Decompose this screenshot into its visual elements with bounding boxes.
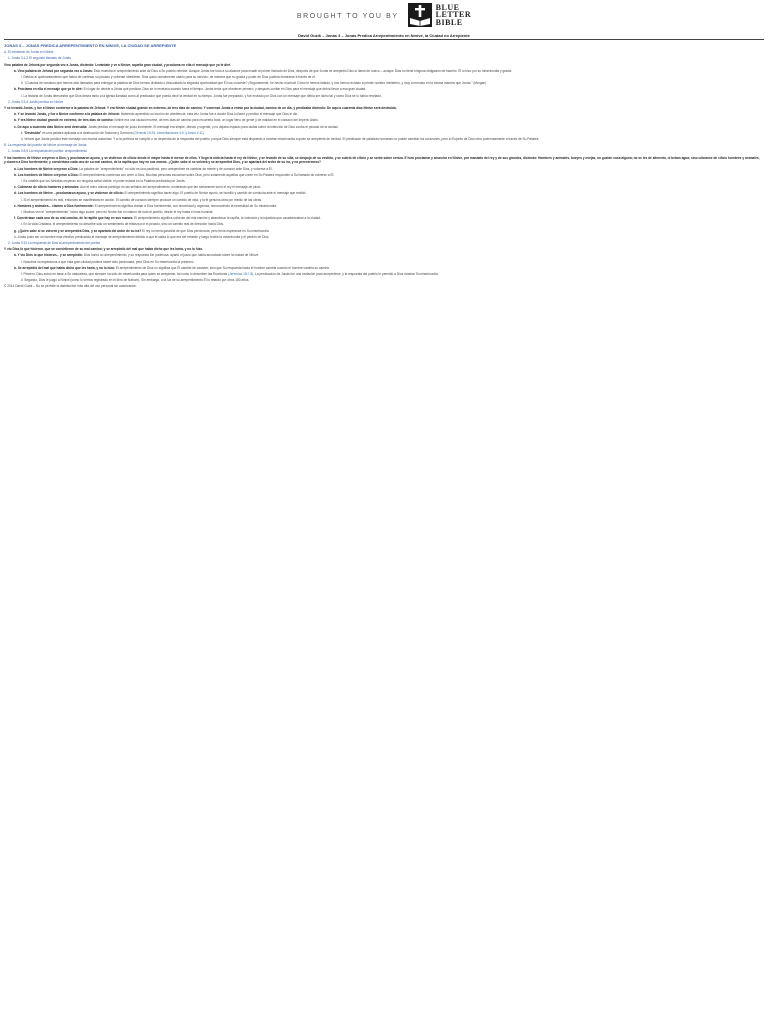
subpoint-label: i. "Destruida" xyxy=(21,130,42,135)
commentary-point xyxy=(4,229,762,234)
open-book-cross-icon xyxy=(407,2,433,28)
commentary-subpoint: i. Muchos ven el "arrepentimiento" como algo suave, pero en Nínive fue un clamor de todo el pueblo, desde el rey hasta el más humilde. xyxy=(21,209,214,214)
scripture-verse: Vino palabra de Jehová por segunda vez a Jonás, diciendo: Levántate y ve a Nínive, aquella gran ciudad, y proclama en ella el mensaje que yo te diré. xyxy=(4,62,232,67)
point-text: El arrepentimiento significa hacer algo. El pueblo de Nínive ayunó, se humilló y cambió de conducta ante el mensaje que recibió. xyxy=(124,191,307,196)
point-label: g. ¿Quién sabe si se volverá y se arrepentirá Dios, y se apartará del ardor de su ira? xyxy=(14,228,142,233)
commentary-subpoint xyxy=(4,131,762,136)
point-label: c. Cúbranse de cilicio hombres y animales: xyxy=(14,185,80,190)
commentary-point xyxy=(4,204,762,209)
commentary-point xyxy=(4,112,762,117)
commentary-point xyxy=(4,216,762,221)
logo-line-blue: BLUE xyxy=(435,2,460,12)
point-text: Nínive era una ciudad enorme, de tres días de camino para recorrerla toda; un lugar lleno de gente y de maldad en el corazón del Imperio Asirio. xyxy=(114,118,319,123)
scripture-reference-link[interactable]: (Génesis 19:25, Lamentaciones 4:6, y Amós 4:11). xyxy=(133,130,205,135)
point-label: a. Y vio Dios lo que hicieron... y se arrepintió: xyxy=(14,253,83,258)
commentary-point xyxy=(4,87,762,92)
point-text: El arrepentimiento significa clamar a Dios fuertemente, con sinceridad y urgencia, reconociendo la necesidad de Su misericordia. xyxy=(94,203,277,208)
commentary-point xyxy=(4,125,762,130)
commentary-subpoint: ii. Segundo, Dios le juzgó a Nínive (como lo vemos registrado en el libro de Nahum). Sin embargo, a la luz de su arrepentimiento Él lo retardó por otros 150 años. xyxy=(21,278,250,283)
point-text: El rey no tenía garantía de que Dios perdonaría, pero tenía esperanza en Su misericordia. xyxy=(142,228,270,233)
commentary-subpoint: i. Debido al quebrantamiento que había de confesar su pecado y volverse obediente, Dios quiso nuevamente usarlo para su servicio; de manera que su gracia y poder de Dios pudiera mostrarse a través de él. xyxy=(21,75,316,80)
scripture-verse: Y se levantó Jonás, y fue a Nínive conforme a la palabra de Jehová. Y era Nínive ciudad grande en extremo, de tres días de camino. Y comenzó Jonás a entrar por la ciudad, camino de un día, y predicaba diciendo: De aquí a cuarenta días Nínive será destruida. xyxy=(4,106,397,111)
point-label: b. Proclama en ella el mensaje que yo te diré: xyxy=(14,87,83,92)
commentary-point xyxy=(4,191,762,196)
commentary-point xyxy=(4,69,762,74)
commentary-point xyxy=(4,173,762,178)
commentary-point xyxy=(4,167,762,172)
scripture-verse: Y vio Dios lo que hicieron, que se convirtieron de su mal camino; y se arrepintió del mal que había dicho que les haría, y no lo hizo. xyxy=(4,247,204,252)
brand-header xyxy=(0,0,768,30)
commentary-subpoint: i. Si el arrepentimiento es real, entonces se manifestará en acción. El cambio de corazón siempre produce un cambio de vida, y la fe genuina obra por medio de las obras. xyxy=(21,197,262,202)
section-b-heading: B. La respuesta del pueblo de Nínive al mensaje de Jonás. xyxy=(4,143,88,148)
point-text: En lugar de decirle a Jonás qué predicar, Dios se lo revelaría cuando fuera el tiempo. Jonás tenía que obedecer primero, y después confiar en Dios para el mensaje que debía llevar a esa gran ciudad. xyxy=(83,87,367,92)
subpoint-text-continued: . La predicación de Jonás fue una invitación para arrepentirse, y la respuesta del pueblo le permitió a Dios mostrar Su misericordia. xyxy=(253,272,439,277)
commentary-subpoint: i. En la vida Cristiana, el arrepentimiento no describe sólo un sentimiento de tristeza por el pecado, sino un cambio real de dirección hacia Dios. xyxy=(21,222,224,227)
section-a-subheading-2: 2. Jonás 3:3-4 Jonás predica en Nínive xyxy=(8,99,64,104)
chapter-heading: JONÁS 3 – JONÁS PREDICA ARREPENTIMIENTO EN NÍNIVE, LA CIUDAD SE ARREPIENTE xyxy=(4,43,177,48)
point-text: Esto muestra el arrepentimiento ante de Dios a Su pueblo rebelde. Aunque Jonás fue todo a su alcance para evadir al primer llamado de Dios, después de que Jonás se arrepintió Dios lo llamó de nuevo – aunque Dios no tiene ninguna obligación de hacerlo. Él lo hizo por su misericordia y gracia. xyxy=(93,68,513,73)
point-label: d. Los hombres de Nínive ...proclamaron ayuno, y se vistieron de cilicio: xyxy=(14,191,124,196)
commentary-point xyxy=(4,185,762,190)
point-label: b. Se arrepintió del mal que había dicho que les haría, y no lo hizo: xyxy=(14,265,115,270)
point-text: Habiendo aprendido su lección de obediencia, esta vez Jonás fue a donde Dios lo llamó y predicó el mensaje que Dios le dio. xyxy=(120,112,299,117)
commentary-subpoint: ii. Vemos que Jonás predicó este mensaje con mucha autoridad. Y si la profecía se cumplió o no dependía de la respuesta del pueblo, porque Dios siempre está dispuesto a mostrar misericordia a quien se arrepiente de verdad. El predicador de palabras humanas no puede cambiar los corazones, pero el Espíritu de Dios obra poderosamente a través de Su Palabra. xyxy=(21,137,540,142)
commentary-subpoint: i. Nosotros no esperamos a que esta gran ciudad pudiera haber sido perdonada, pero Dios en Su misericordia la preservó. xyxy=(21,259,195,264)
commentary-point xyxy=(4,266,762,271)
commentary-point xyxy=(4,253,762,258)
commentary-point: h. Jonás pudo ser un hombre más efectivo predicando el mensaje de arrepentimiento debido a que él sabía lo que era ser rebelde y luego recibir la misericordia y el perdón de Dios. xyxy=(14,234,270,239)
commentary-subpoint: i. La historia de Jonás demuestra que Dios desea tanto a la iglesia llamada como al predicador que pueda decir la verdad en su tiempo. Jonás fue preparado, y fue enviado por Dios con un mensaje que debía ser dicho tal y como Dios se lo había revelado. xyxy=(21,93,382,98)
point-text: Dios honró su arrepentimiento, y su respuesta fue poderosa: apartó el juicio que había anunciado sobre la ciudad de Nínive. xyxy=(83,253,260,258)
scripture-reference-link[interactable]: (Jeremías 18:7-8) xyxy=(228,272,254,277)
point-text: El arrepentimiento de Dios no significa que Él cambie de carácter, sino que Su respuesta hacia el hombre cambia cuando el hombre cambia su camino. xyxy=(115,265,331,270)
point-text: Aun el reino animal participó en las señales del arrepentimiento, mostrando qué tan seriamente tomó el rey el mensaje de juicio. xyxy=(80,185,262,190)
point-label: e. Hombres y animales... clamen a Dios fuertemente: xyxy=(14,203,94,208)
scripture-verse: Y los hombres de Nínive creyeron a Dios, y proclamaron ayuno, y se vistieron de cilicio desde el mayor hasta el menor de ellos. Y llegó la noticia hasta el rey de Nínive, y se levantó de su silla, se despojó de su vestido, y se cubrió de cilicio y se sentó sobre ceniza. E hizo proclamar y anunciar en Nínive, por mandato del rey y de sus grandes, diciendo: Hombres y animales, bueyes y ovejas, no gusten cosa alguna; no se les dé alimento, ni beban agua; sino cúbranse de cilicio hombres y animales, y clamen a Dios fuertemente; y conviértase cada uno de su mal camino, de la rapiña que hay en sus manos. ¿Quién sabe si se volverá y se arrepentirá Dios, y se apartará del ardor de su ira, y no pereceremos? xyxy=(4,155,760,165)
point-text: Jonás predicó el mensaje de juicio inminente. El mensaje era simple, directo y urgente, y no dejaba espacio para dudas sobre la intención de Dios contra el pecado de la ciudad. xyxy=(88,124,339,129)
commentary-subpoint: ii. "¡Cuántos de nosotros que hemos sido llamados para entregar la palabra de Dios hemos olvidado o descuidado la segunda oportunidad que Él nos concede? ¡Seguramente, he hecho muchos! Cómo le hemos fallado, y nos hemos echado a perder nuestro ministerio, y muy a menudo en la misma manera que Jonás." (Morgan) xyxy=(21,81,487,86)
point-label: a. Vino palabra de Jehová por segunda vez a Jonás: xyxy=(14,68,93,73)
point-label: b. Los hombres de Nínive creyeron a Dios: xyxy=(14,172,79,177)
section-b-subheading-1: 1. Jonás 3:5-9 La respuesta del pueblo: arrepentimiento xyxy=(8,149,88,154)
commentary-subpoint: i. Es notable que los Ninivitas creyeran sin ninguna señal visible; el poder estaba en la Palabra predicada por Jonás. xyxy=(21,178,186,183)
section-b-subheading-2: 2. Jonás 3:10 La respuesta de Dios al arrepentimiento del pueblo xyxy=(8,241,101,245)
commentary-point xyxy=(4,118,762,123)
point-label: c. De aquí a cuarenta días Nínive será destruida: xyxy=(14,124,88,129)
point-label: a. Los hombres de Nínive creyeron a Dios: xyxy=(14,166,79,171)
section-a-heading: A. El ministerio de Jonás en Nínive. xyxy=(4,50,55,55)
subpoint-text: i. Primero, Dios actuó en base a Su naturaleza, que siempre ha sido de misericordia para quien se arrepiente, tal como lo describen las Escrituras xyxy=(21,272,228,277)
point-label: b. Y era Nínive ciudad grande en extremo, de tres días de camino: xyxy=(14,118,114,123)
point-label: a. Y se levantó Jonás, y fue a Nínive conforme a la palabra de Jehová: xyxy=(14,112,120,117)
logo-line-letter: LETTER xyxy=(435,10,472,20)
commentary-subpoint xyxy=(4,272,762,277)
commentary-body xyxy=(4,44,762,291)
section-a-subheading-1: 1. Jonás 3:1-2 El segundo llamado de Jonás xyxy=(8,56,71,61)
point-label: f. Conviértase cada uno de su mal camino, de la rapiña que hay en sus manos: xyxy=(14,216,134,221)
copyright-notice: © 2014 David Guzik – No se permite la distribución más allá del uso personal sin autorización xyxy=(4,284,137,289)
point-text: El arrepentimiento significa volverse del mal camino y abandonar la rapiña, la violencia y la injusticia que caracterizaban a la ciudad. xyxy=(134,216,321,221)
logo-line-bible: BIBLE xyxy=(435,17,463,27)
subpoint-text: es una palabra aplicada a la destrucción de Sodoma y Gomorra xyxy=(42,130,133,135)
logo-wordmark xyxy=(436,4,471,27)
point-text: La palabra de "arrepentimiento" no sólo es una parábola, pero arrepentirse es cambiar de mente y de corazón ante Dios, y volverse a Él. xyxy=(79,166,273,171)
point-text: El arrepentimiento comienza con creer a Dios. Muchas personas escuchan sobre Dios, pero solamente aquellos que creen en Su Palabra responden a Su llamado de volverse a Él. xyxy=(79,172,335,177)
blue-letter-bible-logo[interactable] xyxy=(407,2,471,28)
title-divider xyxy=(4,39,764,40)
document-title: David Guzik – Jonás 3 – Jonás Predica Arrepentimiento en Nínive, la Ciudad no Arrepiente xyxy=(298,33,470,38)
brought-to-you-label: BROUGHT TO YOU BY xyxy=(296,12,399,20)
